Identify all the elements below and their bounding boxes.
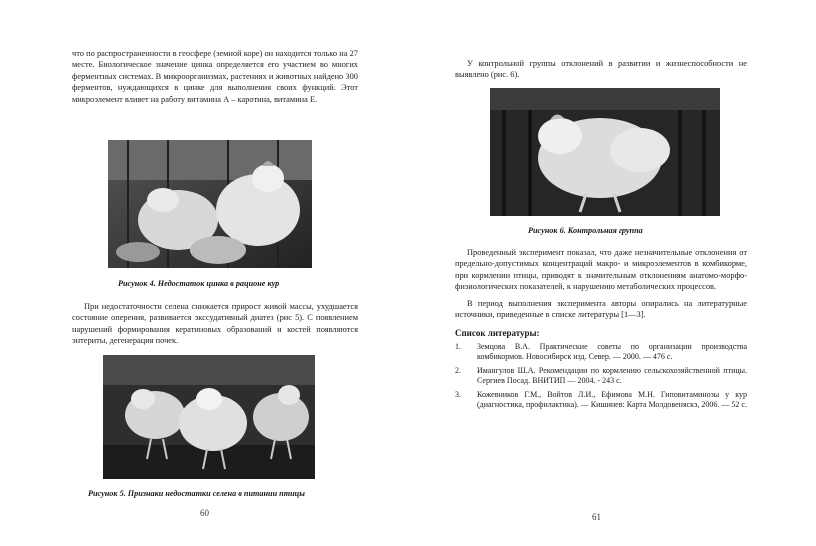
reference-number: 2. [455, 365, 461, 375]
period-paragraph: В период выполнения эксперимента авторы опирались на литературные источники, приведенные в списке литературы [1—3]. [455, 299, 747, 320]
page-number-right: 61 [592, 512, 601, 522]
experiment-paragraph: Проведенный эксперимент показал, что даже незначительные отклонения от предельно-допустимых концентраций макро- и микроэлементов в комбикорме, при кормлении птицы, приводят к значительным отклонениям анатомо-морфо-физиологических показателей, к нарушению метаболических процессов. [455, 248, 747, 292]
figure-5-photo [103, 355, 315, 479]
control-group-chicken-image [490, 88, 720, 216]
figure-5-caption: Рисунок 5. Признаки недостатки селена в питании птицы [88, 489, 305, 498]
references-title: Список литературы: [455, 328, 540, 338]
chickens-zinc-deficiency-image [108, 140, 312, 268]
figure-4-caption: Рисунок 4. Недостаток цинка в рационе кур [118, 279, 280, 288]
figure-4-photo [108, 140, 312, 268]
reference-text: Земцова В.А. Практические советы по организации производства комбикормов. Новосибирск изд. Север. — 2000. — 476 с. [477, 342, 747, 362]
reference-number: 1. [455, 342, 461, 351]
reference-text: Имангулов Ш.А. Рекомендации по кормлению сельскохозяйственной птицы. Сергиев Посад. ВНИТИП — 2004. - 243 с. [477, 365, 747, 386]
reference-text: Кожевников Г.М., Войтов Л.И., Ефимова М.Н. Гиповитаминозы у кур (диагностика, профилактика). — Кишинев: Карта Молдовеняскэ, 2006. — 52 с. [477, 389, 747, 410]
reference-number: 3. [455, 389, 461, 399]
control-paragraph: У контрольной группы отклонений в развитии и жизнеспособности не выявлено (рис. 6). [455, 59, 747, 80]
page-number-left: 60 [200, 508, 209, 518]
right-page [408, 0, 816, 546]
selenium-paragraph: При недостаточности селена снижается прирост живой массы, ухудшается состояние оперения, развивается экссудативный диатез (рис 5). С появлением нарушений формирования кератиновых образований и костей появляются энтериты, дегенерация почек. [72, 302, 358, 346]
figure-6-photo [490, 88, 720, 216]
reference-item [455, 366, 747, 387]
references-list [455, 342, 747, 413]
intro-paragraph: что по распространенности в геосфере (земной коре) он находится только на 27 месте. Биологическое значение цинка определяется его участием во многих ферментных системах. В микроорганизмах, растениях и животных найдено 300 ферментов, нуждающихся в цинке для выполнения своих функций. Этот микроэлемент влияет на работу витамина А – каротина, витамина Е. [72, 49, 358, 104]
reference-item [455, 342, 747, 363]
reference-item [455, 390, 747, 411]
chicks-selenium-deficiency-image [103, 355, 315, 479]
figure-6-caption: Рисунок 6. Контрольная группа [528, 226, 643, 235]
